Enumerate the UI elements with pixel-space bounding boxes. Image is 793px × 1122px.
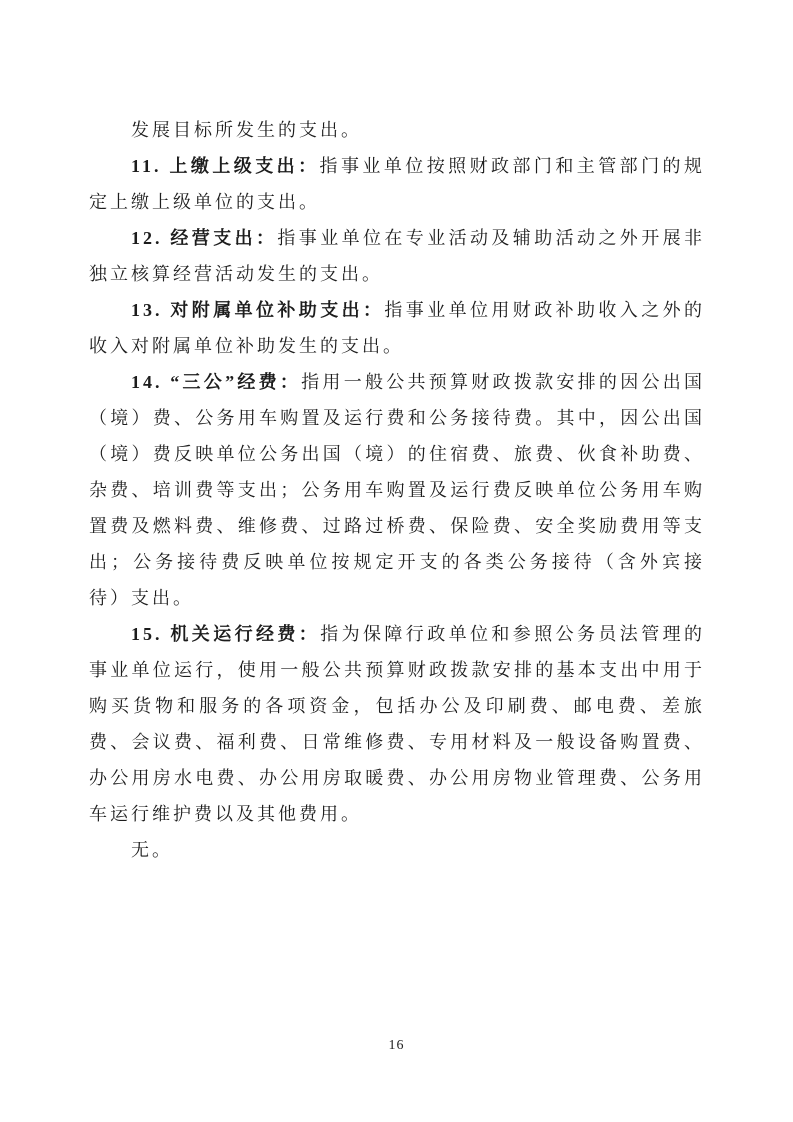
document-body	[89, 112, 705, 868]
paragraph	[89, 220, 705, 292]
paragraph-text: 指事业单位用财政补助收入之外的收入对附属单位补助发生的支出。	[89, 300, 706, 356]
paragraph-lead: 12. 经营支出：	[131, 228, 278, 248]
paragraph	[89, 832, 705, 868]
paragraph-text: 无。	[131, 840, 173, 860]
paragraph	[89, 148, 705, 220]
paragraph-text: 发展目标所发生的支出。	[131, 120, 362, 140]
paragraph	[89, 292, 705, 364]
paragraph-lead: 14. “三公”经费：	[131, 372, 302, 392]
paragraph-text: 指事业单位在专业活动及辅助活动之外开展非独立核算经营活动发生的支出。	[89, 228, 706, 284]
paragraph	[89, 616, 705, 832]
paragraph-lead: 15. 机关运行经费：	[131, 624, 321, 644]
page-number: 16	[388, 1038, 405, 1053]
paragraph-text: 指用一般公共预算财政拨款安排的因公出国（境）费、公务用车购置及运行费和公务接待费。其中，因公出国（境）费反映单位公务出国（境）的住宿费、旅费、伙食补助费、杂费、培训费等支出；公务用车购置及运行费反映单位公务用车购置费及燃料费、维修费、过路过桥费、保险费、安全奖励费用等支出；公务接待费反映单位按规定开支的各类公务接待（含外宾接待）支出。	[89, 372, 706, 608]
paragraph-lead: 11. 上缴上级支出：	[131, 156, 320, 176]
paragraph-text: 指为保障行政单位和参照公务员法管理的事业单位运行，使用一般公共预算财政拨款安排的基本支出中用于购买货物和服务的各项资金，包括办公及印刷费、邮电费、差旅费、会议费、福利费、日常维修费、专用材料及一般设备购置费、办公用房水电费、办公用房取暖费、办公用房物业管理费、公务用车运行维护费以及其他费用。	[89, 624, 706, 824]
paragraph-text: 指事业单位按照财政部门和主管部门的规定上缴上级单位的支出。	[89, 156, 705, 212]
paragraph-lead: 13. 对附属单位补助支出：	[131, 300, 385, 320]
paragraph	[89, 112, 705, 148]
paragraph	[89, 364, 705, 616]
